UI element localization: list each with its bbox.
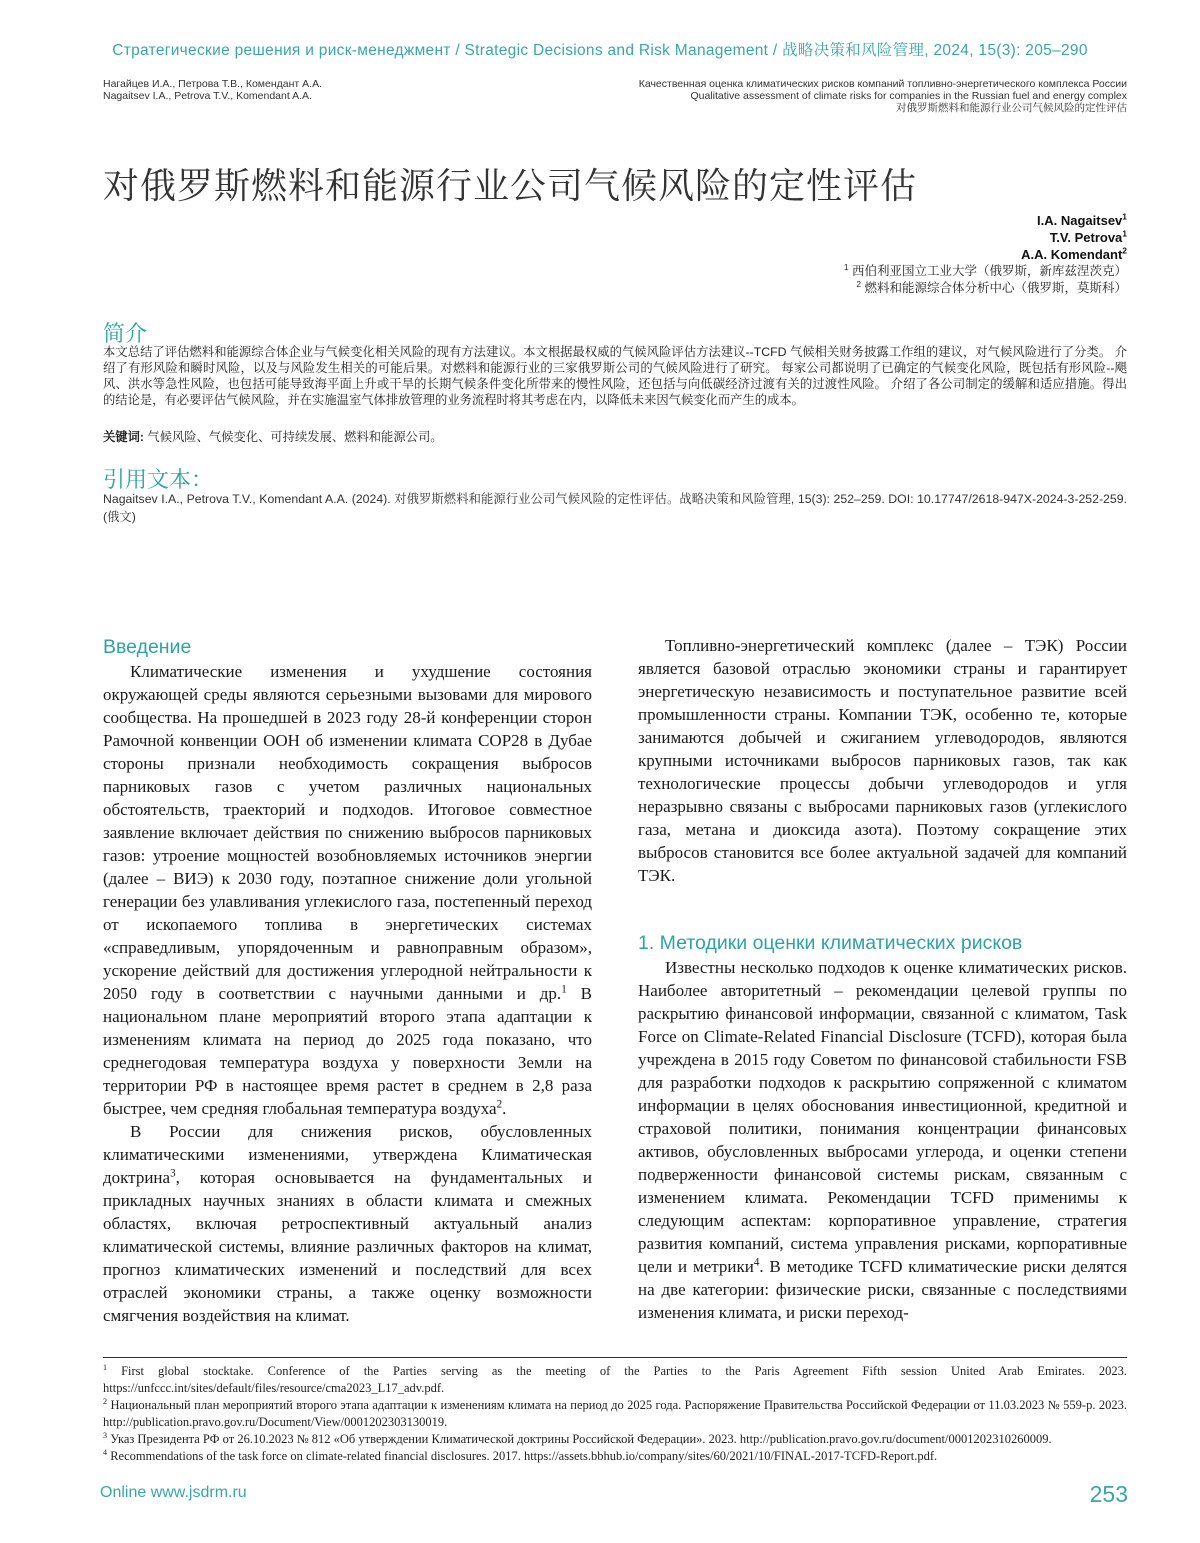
footnote <box>103 1431 1127 1448</box>
right-column <box>638 634 1127 1324</box>
citation-heading: 引用文本： <box>103 467 214 492</box>
author-name <box>844 212 1127 229</box>
affiliation <box>844 263 1127 280</box>
footnote-number: 1 <box>103 1362 108 1372</box>
keywords-label: 关键词: <box>103 430 144 444</box>
paragraph-text: В национальном плане мероприятий второго этапа адаптации к изменениям климата на период до 2025 года показано, что среднегодовая температура воздуха у поверхности Земли на территории РФ в настоящее время растет в среднем в 2,8 раза быстрее, чем средняя глобальная температура воздуха <box>103 984 592 1118</box>
author-affil-sup: 1 <box>1122 211 1127 222</box>
title-short-ru: Качественная оценка климатических рисков компаний топливно-энергетического комплекса России <box>638 78 1127 90</box>
footnote-text: Указ Президента РФ от 26.10.2023 № 812 «Об утверждении Климатической доктрины Российской Федерации». 2023. http://publication.pravo.gov.ru/document/0001202310260009. <box>110 1432 1052 1446</box>
footnote-text: Национальный план мероприятий второго этапа адаптации к изменениям климата на период до 2025 года. Распоряжение Правительства Российской Федерации от 11.03.2023 № 559-р. 2023. http://publication.pravo.gov.ru/Document/View/0001202303130019. <box>103 1398 1127 1429</box>
footnote <box>103 1363 1127 1397</box>
author-name-text: T.V. Petrova <box>1049 230 1123 245</box>
affiliation-text: 燃料和能源综合体分析中心（俄罗斯，莫斯科） <box>864 281 1127 295</box>
authors-block <box>844 212 1127 297</box>
body-paragraph: Топливно-энергетический комплекс (далее – ТЭК) России является базовой отраслью экономики страны и гарантирует энергетическую независимость и поступательное развитие всей промышленности страны. Компании ТЭК, особенно те, которые занимаются добычей и сжиганием углеводородов, являются крупными источниками выбросов парниковых газов, так как технологические процессы добычи углеводородов и угля неразрывно связаны с выбросами парниковых газов (углекислого газа, метана и диоксида азота). Поэтому сокращение этих выбросов становится все более актуальной задачей для компаний ТЭК. <box>638 636 1127 885</box>
paragraph-text: , которая основывается на фундаментальных и прикладных научных знаниях в области климата и смежных областях, включая ретроспективный актуальный анализ климатической системы, влияние различных факторов на климат, прогноз климатических изменений и последствий для всех отраслей экономики страны, а также оценку возможности смягчения воздействия на климат. <box>103 1168 592 1325</box>
paragraph-text: . В методике TCFD климатические риски делятся на две категории: физические риски, связанные с последствиями изменения климата, и риски переход- <box>638 1257 1127 1322</box>
footnote-number: 3 <box>103 1430 108 1440</box>
footnote-ref[interactable]: 4 <box>753 1256 760 1269</box>
running-header: Стратегические решения и риск-менеджмент / Strategic Decisions and Risk Management / 战略决策和风险管理, 2024, 15(3): 205–290 <box>112 42 1088 59</box>
authors-short-en: Nagaitsev I.A., Petrova T.V., Komendant A.A. <box>103 90 312 102</box>
paragraph-text: В России для снижения рисков, обусловленных климатическими изменениями, утверждена Климатическая доктрина <box>103 1122 592 1187</box>
author-affil-sup: 1 <box>1122 228 1127 239</box>
author-name <box>844 246 1127 263</box>
footnote-text: Recommendations of the task force on climate-related financial disclosures. 2017. https://assets.bbhub.io/company/sites/60/2021/10/FINAL-2017-TCFD-Report.pdf. <box>110 1449 938 1463</box>
abstract-text: 本文总结了评估燃料和能源综合体企业与气候变化相关风险的现有方法建议。本文根据最权威的气候风险评估方法建议--TCFD 气候相关财务披露工作组的建议，对气候风险进行了分类。 介绍了有形风险和瞬时风险，以及与风险发生相关的可能后果。对燃料和能源行业的三家俄罗斯公司的气候风险进行了研究。 每家公司都说明了已确定的气候变化风险，既包括有形风险--飓风、洪水等急性风险，也包括可能导致海平面上升或干旱的长期气候条件变化所带来的慢性风险，还包括与向低碳经济过渡有关的过渡性风险。 介绍了各公司制定的缓解和适应措施。得出的结论是，有必要评估气候风险，并在实施温室气体排放管理的业务流程时将其考虑在内，以降低未来因气候变化而产生的成本。 <box>103 345 1127 407</box>
paragraph-text: Климатические изменения и ухудшение состояния окружающей среды являются серьезными вызовами для мирового сообщества. На прошедшей в 2023 году 28-й конференции сторон Рамочной конвенции ООН об изменении климата COP28 в Дубае стороны признали необходимость сокращения выбросов парниковых газов с учетом различных национальных обстоятельств, траекторий и подходов. Итоговое совместное заявление включает действия по снижению выбросов парниковых газов: утроение мощностей возобновляемых источников энергии (далее – ВИЭ) к 2030 году, поэтапное снижение доли угольной генерации без улавливания углекислого газа, постепенный переход от ископаемого топлива в энергетических системах «справедливым, упорядоченным и равноправным образом», ускорение действий для достижения углеродной нейтральности к 2050 году в соответствии с научными данными и др. <box>103 662 592 1003</box>
paragraph-text: . <box>502 1099 507 1118</box>
author-name-text: I.A. Nagaitsev <box>1037 213 1123 228</box>
author-affil-sup: 2 <box>1122 245 1127 256</box>
footnote-text: First global stocktake. Conference of the Parties serving as the meeting of the Parties to the Paris Agreement Fifth session United Arab Emirates. 2023. https://unfccc.int/sites/default/files/resource/cma2023_L17_adv.pdf. <box>103 1364 1128 1395</box>
intro-paragraph <box>103 660 592 1120</box>
affiliation-sup: 2 <box>856 279 861 289</box>
author-name <box>844 229 1127 246</box>
footnote-ref[interactable]: 3 <box>170 1167 176 1180</box>
footnote <box>103 1448 1127 1465</box>
intro-heading: Введение <box>103 636 192 658</box>
affiliation-sup: 1 <box>843 262 849 272</box>
footnote-ref[interactable]: 1 <box>561 983 567 996</box>
affiliation <box>844 280 1127 297</box>
footnotes <box>103 1363 1127 1465</box>
page-number: 253 <box>1089 1481 1128 1507</box>
affiliation-text: 西伯利亚国立工业大学（俄罗斯，新库兹涅茨克） <box>851 264 1127 278</box>
abstract-heading: 简介 <box>103 321 148 346</box>
keywords-list: 气候风险、气候变化、可持续发展、燃料和能源公司。 <box>144 430 443 444</box>
authors-short-ru: Нагайцев И.А., Петрова Т.В., Комендант А.А. <box>103 78 322 90</box>
authors-short <box>103 78 322 102</box>
intro-paragraph <box>103 1120 592 1327</box>
footnote-ref[interactable]: 2 <box>496 1098 503 1111</box>
left-column <box>103 634 592 1327</box>
body-paragraph <box>638 956 1127 1324</box>
footnote-number: 2 <box>103 1396 108 1406</box>
keywords <box>103 429 1127 445</box>
footnote-number: 4 <box>103 1447 108 1457</box>
section-1-heading: 1. Методики оценки климатических рисков <box>638 932 1023 954</box>
title-short-zh: 对俄罗斯燃料和能源行业公司气候风险的定性评估 <box>896 102 1127 114</box>
journal-website[interactable]: Online www.jsdrm.ru <box>100 1484 247 1501</box>
paragraph-text: Известны несколько подходов к оценке климатических рисков. Наиболее авторитетный – рекомендации целевой группы по раскрытию финансовой информации, связанной с климатом, Task Force on Climate-Related Financial Disclosure (TCFD), которая была учреждена в 2015 году Советом по финансовой стабильности FSB для разработки подходов к раскрытию сопряженной с климатом информации в целях обоснования инвестиционной, кредитной и страховой политики, понимания концентрации финансовых активов, обусловленных выбросами углерода, и оценки степени подверженности финансовой системы рискам, связанным с изменением климата. Рекомендации TCFD применимы к следующим аспектам: корпоративное управление, стратегия развития компаний, система управления рисками, корпоративные цели и метрики <box>638 958 1127 1276</box>
footnote <box>103 1397 1127 1431</box>
citation-text: Nagaitsev I.A., Petrova T.V., Komendant A.A. (2024). 对俄罗斯燃料和能源行业公司气候风险的定性评估。战略决策和风险管理, 15(3): 252–259. DOI: 10.17747/2618-947X-2024-3-252-259. (俄文) <box>103 492 1127 524</box>
footnote-divider <box>103 1357 1127 1358</box>
author-name-text: A.A. Komendant <box>1021 247 1123 262</box>
title-short <box>639 78 1127 114</box>
article-title: 对俄罗斯燃料和能源行业公司气候风险的定性评估 <box>103 166 918 207</box>
title-short-en: Qualitative assessment of climate risks for companies in the Russian fuel and energy complex <box>690 90 1127 102</box>
